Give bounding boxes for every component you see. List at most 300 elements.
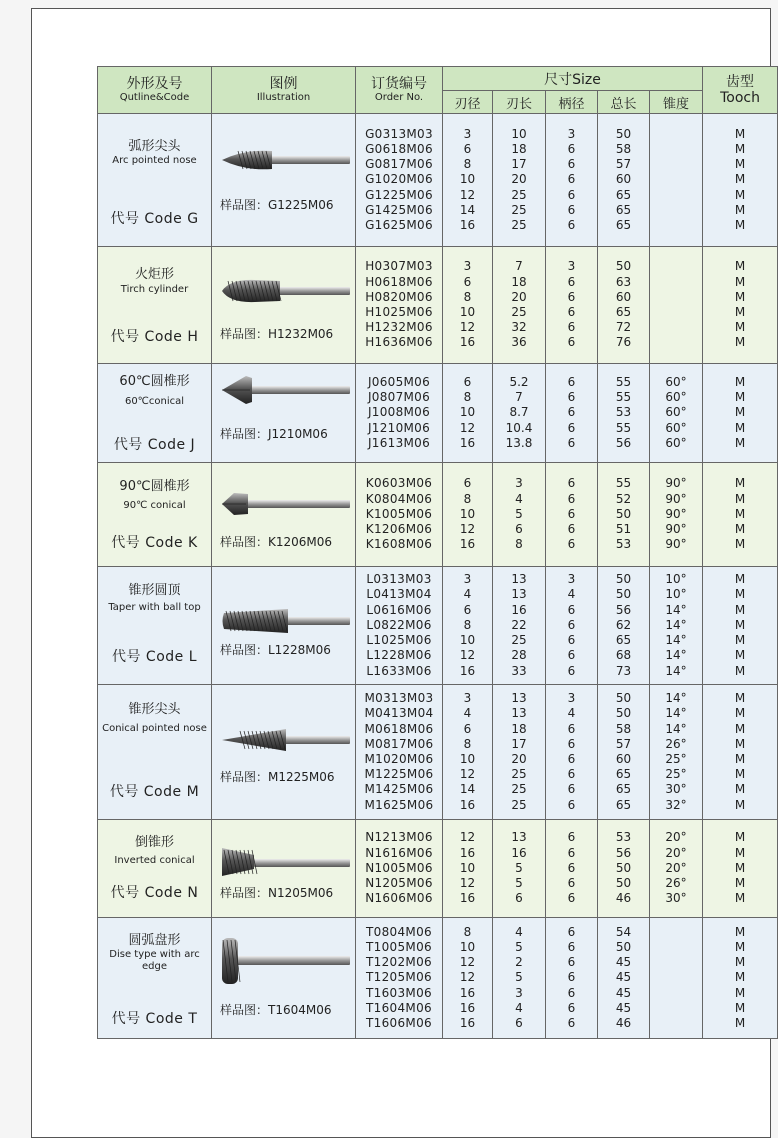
total-length-value: 58 bbox=[615, 721, 632, 736]
shape-name-en: Dise type with arc edge bbox=[109, 949, 200, 972]
tooth-value: M bbox=[734, 390, 746, 405]
blade-diameter-value: 16 bbox=[459, 1016, 476, 1030]
order-no-value: J1210M06 bbox=[367, 420, 431, 435]
blade-length-value: 6 bbox=[515, 1016, 523, 1030]
tooth-value: M bbox=[734, 691, 746, 706]
blade-diameter-value: 10 bbox=[459, 506, 476, 521]
blade-diameter-value: 16 bbox=[459, 537, 476, 552]
blade-length-value: 5 bbox=[515, 506, 523, 521]
total-length-value: 51 bbox=[615, 522, 632, 537]
blade-length-value: 25 bbox=[511, 797, 527, 812]
blade-length-cell bbox=[493, 918, 546, 1039]
blade-diameter-value: 6 bbox=[463, 721, 472, 736]
blade-length-cell bbox=[493, 567, 546, 685]
shank-diameter-value: 6 bbox=[567, 374, 576, 389]
order-no-value: G1225M06 bbox=[365, 187, 433, 202]
taper-cell bbox=[650, 685, 703, 820]
shape-name-cn: 锥形圆顶 bbox=[128, 583, 181, 598]
shank-diameter-value: 6 bbox=[567, 860, 576, 875]
total-length-value: 55 bbox=[615, 420, 632, 435]
outline-cell bbox=[98, 114, 212, 247]
blade-diameter-value: 3 bbox=[463, 126, 472, 141]
blade-diameter-value: 12 bbox=[459, 830, 476, 845]
blade-length-value: 2 bbox=[515, 955, 523, 970]
order-no-value: T1202M06 bbox=[366, 955, 432, 970]
blade-length-value: 25 bbox=[511, 782, 527, 797]
blade-length-value: 33 bbox=[511, 663, 527, 678]
total-length-value: 56 bbox=[615, 845, 632, 860]
total-length-value: 65 bbox=[615, 633, 632, 648]
blade-length-value: 8.7 bbox=[509, 405, 529, 420]
taper-value: 60° bbox=[665, 420, 687, 435]
shank-diameter-value: 6 bbox=[567, 141, 576, 156]
tooth-value: M bbox=[734, 633, 746, 648]
blade-length-value: 13 bbox=[511, 691, 527, 706]
header-order-cn: 订货编号 bbox=[371, 76, 427, 92]
blade-length-value: 13 bbox=[511, 587, 527, 602]
blade-diameter-value: 14 bbox=[459, 202, 476, 217]
shape-name-en: Arc pointed nose bbox=[112, 155, 197, 166]
tooth-value: M bbox=[734, 259, 746, 274]
tooth-cell bbox=[703, 567, 778, 685]
blade-diameter-cell bbox=[443, 685, 493, 820]
taper-cell bbox=[650, 918, 703, 1039]
tooth-value: M bbox=[734, 736, 746, 751]
header-tooth-en: Tooch bbox=[720, 90, 760, 106]
taper-value: 10° bbox=[665, 587, 687, 602]
order-no-value: L1228M06 bbox=[366, 648, 432, 663]
blade-diameter-value: 12 bbox=[459, 522, 476, 537]
total-length-value: 58 bbox=[615, 141, 632, 156]
shank-diameter-value: 6 bbox=[567, 891, 576, 906]
order-no-cell bbox=[356, 247, 443, 364]
shank-diameter-value: 6 bbox=[567, 617, 576, 632]
tooth-value: M bbox=[734, 845, 746, 860]
order-no-value: L1025M06 bbox=[366, 633, 432, 648]
order-no-cell bbox=[356, 364, 443, 463]
order-no-cell bbox=[356, 567, 443, 685]
bur-tool-image bbox=[220, 936, 352, 990]
blade-diameter-value: 14 bbox=[459, 782, 476, 797]
shank-diameter-value: 6 bbox=[567, 405, 576, 420]
header-illus-en: Illustration bbox=[256, 92, 311, 103]
blade-diameter-value: 3 bbox=[463, 691, 472, 706]
taper-value: 60° bbox=[665, 390, 687, 405]
product-group-row bbox=[98, 114, 778, 247]
shank-diameter-value: 6 bbox=[567, 1016, 576, 1030]
total-length-value: 65 bbox=[615, 797, 632, 812]
order-no-cell bbox=[356, 114, 443, 247]
shank-diameter-value: 6 bbox=[567, 924, 576, 939]
shank-diameter-value: 6 bbox=[567, 274, 576, 289]
tooth-value: M bbox=[734, 172, 746, 187]
blade-length-cell bbox=[493, 114, 546, 247]
illustration-cell bbox=[212, 364, 356, 463]
blade-length-value: 4 bbox=[515, 491, 523, 506]
shank-diameter-value: 6 bbox=[567, 633, 576, 648]
total-length-cell bbox=[598, 918, 650, 1039]
total-length-cell bbox=[598, 820, 650, 918]
outline-cell bbox=[98, 820, 212, 918]
shank-diameter-value: 3 bbox=[567, 259, 576, 274]
total-length-value: 56 bbox=[615, 435, 632, 450]
order-no-value: K1608M06 bbox=[365, 537, 433, 552]
blade-diameter-value: 6 bbox=[463, 141, 472, 156]
blade-length-value: 28 bbox=[511, 648, 527, 663]
total-length-cell bbox=[598, 247, 650, 364]
blade-diameter-value: 6 bbox=[463, 374, 472, 389]
taper-value: 25° bbox=[665, 767, 687, 782]
tooth-value: M bbox=[734, 274, 746, 289]
blade-diameter-value: 12 bbox=[459, 648, 476, 663]
order-no-value: H0820M06 bbox=[365, 289, 433, 304]
total-length-value: 72 bbox=[615, 320, 632, 335]
taper-value: 14° bbox=[665, 663, 687, 678]
blade-length-value: 10.4 bbox=[505, 420, 533, 435]
shape-name-en: 90℃ conical bbox=[123, 500, 186, 511]
blade-length-value: 8 bbox=[515, 537, 523, 552]
illustration-cell bbox=[212, 685, 356, 820]
illustration-cell bbox=[212, 247, 356, 364]
blade-diameter-cell bbox=[443, 820, 493, 918]
tooth-value: M bbox=[734, 289, 746, 304]
shape-name-cn: 锥形尖头 bbox=[128, 702, 181, 717]
order-no-value: M1225M06 bbox=[364, 767, 434, 782]
blade-length-value: 16 bbox=[511, 845, 527, 860]
shank-diameter-value: 6 bbox=[567, 537, 576, 552]
shank-diameter-value: 6 bbox=[567, 955, 576, 970]
outline-cell bbox=[98, 247, 212, 364]
product-group-row bbox=[98, 247, 778, 364]
order-no-value: L1633M06 bbox=[366, 663, 432, 678]
shank-diameter-value: 6 bbox=[567, 797, 576, 812]
order-no-value: J0807M06 bbox=[367, 390, 431, 405]
tooth-value: M bbox=[734, 202, 746, 217]
total-length-value: 50 bbox=[615, 572, 632, 587]
tooth-value: M bbox=[734, 955, 746, 970]
shank-diameter-value: 4 bbox=[567, 706, 576, 721]
header-tooth bbox=[703, 67, 778, 114]
shank-diameter-value: 6 bbox=[567, 476, 576, 491]
blade-length-value: 25 bbox=[511, 633, 527, 648]
blade-diameter-value: 6 bbox=[463, 602, 472, 617]
taper-value: 14° bbox=[665, 648, 687, 663]
shank-diameter-value: 6 bbox=[567, 939, 576, 954]
shank-diameter-cell bbox=[546, 918, 598, 1039]
total-length-value: 55 bbox=[615, 476, 632, 491]
blade-length-cell bbox=[493, 820, 546, 918]
total-length-value: 50 bbox=[615, 506, 632, 521]
shank-diameter-cell bbox=[546, 247, 598, 364]
order-no-value: H1636M06 bbox=[365, 335, 433, 350]
taper-value: 14° bbox=[665, 721, 687, 736]
tooth-cell bbox=[703, 820, 778, 918]
total-length-value: 60 bbox=[615, 752, 632, 766]
total-length-value: 53 bbox=[615, 830, 632, 845]
blade-length-value: 5 bbox=[515, 939, 523, 954]
order-no-value: K0804M06 bbox=[365, 491, 433, 506]
order-no-value: T1205M06 bbox=[366, 970, 432, 985]
blade-diameter-value: 10 bbox=[459, 860, 476, 875]
tooth-value: M bbox=[734, 572, 746, 587]
order-no-value: J1008M06 bbox=[367, 405, 431, 420]
tooth-value: M bbox=[734, 970, 746, 985]
total-length-value: 50 bbox=[615, 939, 632, 954]
blade-diameter-value: 12 bbox=[459, 955, 476, 970]
shape-name-en: Inverted conical bbox=[114, 855, 195, 866]
blade-length-cell bbox=[493, 247, 546, 364]
header-outline bbox=[98, 67, 212, 114]
product-group-row bbox=[98, 364, 778, 463]
total-length-value: 53 bbox=[615, 405, 632, 420]
total-length-value: 50 bbox=[615, 860, 632, 875]
blade-diameter-value: 16 bbox=[459, 891, 476, 906]
product-group-row bbox=[98, 463, 778, 567]
order-no-value: T1606M06 bbox=[366, 1016, 432, 1030]
blade-diameter-value: 10 bbox=[459, 172, 476, 187]
blade-length-value: 18 bbox=[511, 721, 527, 736]
blade-diameter-value: 8 bbox=[463, 157, 472, 172]
total-length-value: 73 bbox=[615, 663, 632, 678]
tooth-value: M bbox=[734, 141, 746, 156]
header-size: 尺寸Size bbox=[443, 67, 703, 91]
shank-diameter-value: 6 bbox=[567, 335, 576, 350]
blade-length-value: 16 bbox=[511, 602, 527, 617]
blade-length-value: 10 bbox=[511, 126, 527, 141]
tooth-cell bbox=[703, 685, 778, 820]
col-taper: 锥度 bbox=[650, 91, 703, 114]
total-length-value: 50 bbox=[615, 691, 632, 706]
order-no-cell bbox=[356, 918, 443, 1039]
tooth-value: M bbox=[734, 782, 746, 797]
total-length-value: 55 bbox=[615, 390, 632, 405]
blade-length-value: 25 bbox=[511, 218, 527, 232]
shape-code: 代号 Code M bbox=[109, 784, 200, 800]
outline-cell bbox=[98, 463, 212, 567]
blade-diameter-value: 8 bbox=[463, 390, 472, 405]
order-no-value: L0822M06 bbox=[366, 617, 432, 632]
blade-diameter-value: 3 bbox=[463, 259, 472, 274]
total-length-value: 65 bbox=[615, 767, 632, 782]
total-length-value: 50 bbox=[615, 876, 632, 891]
blade-diameter-value: 12 bbox=[459, 187, 476, 202]
header-illustration bbox=[212, 67, 356, 114]
total-length-value: 65 bbox=[615, 187, 632, 202]
shank-diameter-value: 6 bbox=[567, 736, 576, 751]
total-length-value: 60 bbox=[615, 172, 632, 187]
blade-diameter-value: 12 bbox=[459, 767, 476, 782]
tooth-cell bbox=[703, 918, 778, 1039]
col-shank-diameter: 柄径 bbox=[546, 91, 598, 114]
total-length-value: 50 bbox=[615, 587, 632, 602]
taper-value: 30° bbox=[665, 891, 687, 906]
shank-diameter-value: 6 bbox=[567, 876, 576, 891]
shank-diameter-value: 6 bbox=[567, 506, 576, 521]
order-no-value: J1613M06 bbox=[367, 435, 431, 450]
blade-length-value: 17 bbox=[511, 157, 527, 172]
order-no-value: K1005M06 bbox=[365, 506, 433, 521]
taper-value: 90° bbox=[665, 537, 687, 552]
shank-diameter-cell bbox=[546, 364, 598, 463]
sample-caption: 样品图：M1225M06 bbox=[220, 770, 335, 784]
taper-value: 25° bbox=[665, 752, 687, 766]
illustration-cell bbox=[212, 918, 356, 1039]
shank-diameter-value: 6 bbox=[567, 522, 576, 537]
shape-name-cn: 火炬形 bbox=[134, 267, 174, 282]
blade-length-value: 13 bbox=[511, 706, 527, 721]
tooth-cell bbox=[703, 463, 778, 567]
tooth-value: M bbox=[734, 663, 746, 678]
order-no-value: M0618M06 bbox=[364, 721, 434, 736]
blade-diameter-value: 4 bbox=[463, 706, 472, 721]
taper-cell bbox=[650, 567, 703, 685]
shank-diameter-cell bbox=[546, 820, 598, 918]
total-length-value: 52 bbox=[615, 491, 632, 506]
tooth-value: M bbox=[734, 405, 746, 420]
order-no-value: T0804M06 bbox=[366, 924, 432, 939]
tooth-value: M bbox=[734, 767, 746, 782]
order-no-value: H0618M06 bbox=[365, 274, 433, 289]
tooth-value: M bbox=[734, 476, 746, 491]
shank-diameter-value: 6 bbox=[567, 845, 576, 860]
shank-diameter-value: 6 bbox=[567, 663, 576, 678]
blade-diameter-value: 16 bbox=[459, 985, 476, 1000]
shank-diameter-value: 6 bbox=[567, 1000, 576, 1015]
shank-diameter-value: 6 bbox=[567, 491, 576, 506]
shank-diameter-value: 6 bbox=[567, 305, 576, 319]
order-no-cell bbox=[356, 820, 443, 918]
order-no-value: L0313M03 bbox=[366, 572, 432, 587]
tooth-value: M bbox=[734, 648, 746, 663]
taper-value: 90° bbox=[665, 522, 687, 537]
taper-value: 60° bbox=[665, 374, 687, 389]
blade-length-value: 6 bbox=[515, 891, 523, 906]
blade-diameter-value: 16 bbox=[459, 1000, 476, 1015]
blade-length-value: 13 bbox=[511, 830, 527, 845]
blade-length-value: 13 bbox=[511, 572, 527, 587]
blade-diameter-value: 16 bbox=[459, 335, 476, 350]
blade-length-value: 6 bbox=[515, 522, 523, 537]
product-group-row bbox=[98, 820, 778, 918]
blade-diameter-cell bbox=[443, 364, 493, 463]
taper-cell bbox=[650, 820, 703, 918]
shank-diameter-value: 6 bbox=[567, 172, 576, 187]
order-no-value: T1005M06 bbox=[366, 939, 432, 954]
tooth-value: M bbox=[734, 320, 746, 335]
shape-name-en: Taper with ball top bbox=[108, 602, 201, 613]
order-no-cell bbox=[356, 463, 443, 567]
order-no-value: L0413M04 bbox=[366, 587, 432, 602]
shank-diameter-value: 3 bbox=[567, 691, 576, 706]
tooth-value: M bbox=[734, 587, 746, 602]
blade-diameter-value: 8 bbox=[463, 736, 472, 751]
blade-length-value: 20 bbox=[511, 172, 527, 187]
order-no-value: M1020M06 bbox=[364, 752, 434, 766]
bur-tool-image bbox=[220, 146, 352, 200]
illustration-cell bbox=[212, 463, 356, 567]
shape-name-cn: 圆弧盘形 bbox=[128, 933, 181, 948]
shank-diameter-value: 6 bbox=[567, 320, 576, 335]
order-no-value: N1005M06 bbox=[365, 860, 433, 875]
shank-diameter-value: 6 bbox=[567, 187, 576, 202]
shank-diameter-value: 6 bbox=[567, 721, 576, 736]
taper-cell bbox=[650, 247, 703, 364]
blade-length-cell bbox=[493, 685, 546, 820]
blade-length-value: 5 bbox=[515, 860, 523, 875]
tooth-value: M bbox=[734, 157, 746, 172]
shape-name-cn: 60℃圆椎形 bbox=[119, 374, 190, 389]
tooth-value: M bbox=[734, 1016, 746, 1030]
tooth-value: M bbox=[734, 537, 746, 552]
bur-tool-image bbox=[220, 374, 352, 428]
taper-value: 90° bbox=[665, 491, 687, 506]
total-length-value: 50 bbox=[615, 706, 632, 721]
taper-cell bbox=[650, 114, 703, 247]
taper-value: 20° bbox=[665, 845, 687, 860]
order-no-value: N1213M06 bbox=[365, 830, 433, 845]
blade-diameter-value: 16 bbox=[459, 435, 476, 450]
blade-length-value: 18 bbox=[511, 141, 527, 156]
shank-diameter-value: 6 bbox=[567, 390, 576, 405]
order-no-value: K0603M06 bbox=[365, 476, 433, 491]
shank-diameter-value: 6 bbox=[567, 767, 576, 782]
blade-length-value: 13.8 bbox=[505, 435, 533, 450]
shape-code: 代号 Code G bbox=[110, 211, 199, 227]
taper-value: 14° bbox=[665, 706, 687, 721]
tooth-value: M bbox=[734, 1000, 746, 1015]
tooth-value: M bbox=[734, 374, 746, 389]
blade-diameter-value: 8 bbox=[463, 491, 472, 506]
total-length-value: 63 bbox=[615, 274, 632, 289]
taper-value: 60° bbox=[665, 405, 687, 420]
col-total-length: 总长 bbox=[598, 91, 650, 114]
order-no-cell bbox=[356, 685, 443, 820]
blade-length-value: 32 bbox=[511, 320, 527, 335]
blade-length-value: 3 bbox=[515, 985, 523, 1000]
shank-diameter-value: 6 bbox=[567, 289, 576, 304]
shank-diameter-value: 6 bbox=[567, 435, 576, 450]
blade-length-cell bbox=[493, 364, 546, 463]
order-no-value: L0616M06 bbox=[366, 602, 432, 617]
blade-length-cell bbox=[493, 463, 546, 567]
tooth-value: M bbox=[734, 830, 746, 845]
tooth-value: M bbox=[734, 187, 746, 202]
header-order bbox=[356, 67, 443, 114]
total-length-value: 45 bbox=[615, 955, 632, 970]
tooth-value: M bbox=[734, 602, 746, 617]
tooth-value: M bbox=[734, 335, 746, 350]
taper-value: 20° bbox=[665, 860, 687, 875]
shank-diameter-value: 6 bbox=[567, 782, 576, 797]
taper-cell bbox=[650, 364, 703, 463]
order-no-value: G0817M06 bbox=[365, 157, 433, 172]
shank-diameter-value: 3 bbox=[567, 126, 576, 141]
taper-value: 14° bbox=[665, 602, 687, 617]
tooth-value: M bbox=[734, 860, 746, 875]
product-group-row bbox=[98, 918, 778, 1039]
sample-caption: 样品图：N1205M06 bbox=[220, 886, 334, 900]
total-length-value: 60 bbox=[615, 289, 632, 304]
total-length-value: 65 bbox=[615, 218, 632, 232]
blade-length-value: 7 bbox=[515, 390, 523, 405]
total-length-value: 57 bbox=[615, 736, 632, 751]
taper-value: 14° bbox=[665, 691, 687, 706]
taper-value: 20° bbox=[665, 830, 687, 845]
shank-diameter-value: 6 bbox=[567, 648, 576, 663]
tooth-value: M bbox=[734, 491, 746, 506]
sample-caption: 样品图：H1232M06 bbox=[220, 327, 334, 341]
outline-cell bbox=[98, 685, 212, 820]
